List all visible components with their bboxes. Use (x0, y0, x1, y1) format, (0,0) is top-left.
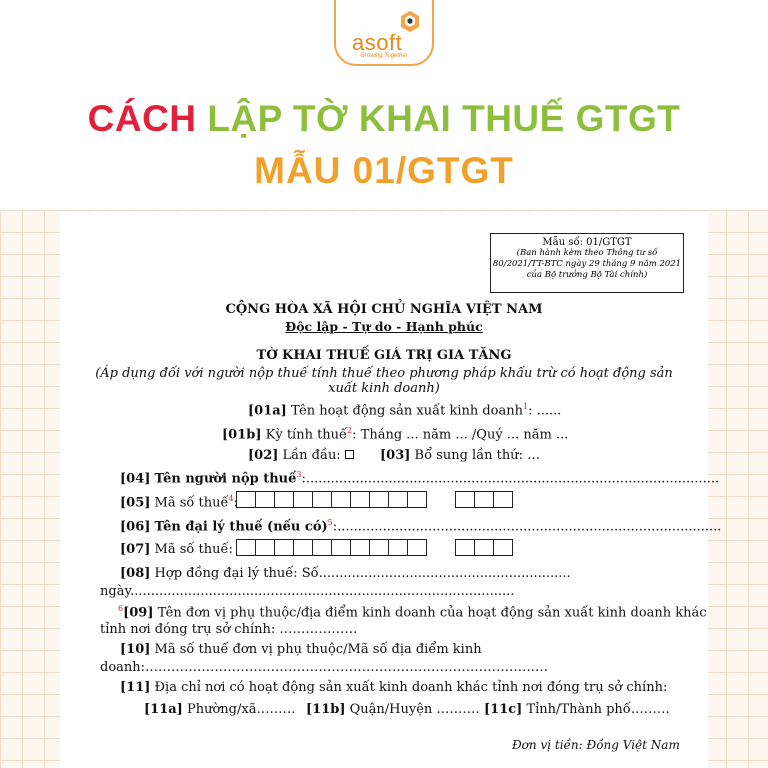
field-06 (120, 518, 721, 534)
field-05-colon: : (233, 495, 238, 511)
form-subtitle-2: xuất kinh doanh) (328, 381, 440, 396)
field-02 (248, 448, 354, 463)
agent-tax-code-boxes-branch[interactable] (456, 539, 513, 556)
field-10-line-2[interactable]: doanh:………………………………………………………………………………… (100, 660, 549, 675)
field-09-line-2[interactable]: tỉnh nơi đóng trụ sở chính: ……………… (100, 622, 358, 637)
field-09 (118, 604, 707, 620)
currency-unit: Đơn vị tiền: Đồng Việt Nam (512, 738, 680, 752)
field-11-label: Địa chỉ nơi có hoạt động sản xuất kinh doanh khác tỉnh nơi đóng trụ sở chính: (154, 680, 668, 695)
brand-logo[interactable] (334, 0, 434, 66)
field-11-code: [11] (120, 680, 151, 695)
field-01a-code: [01a] (248, 403, 287, 419)
form-note-3: của Bộ trưởng Bộ Tài chính) (526, 270, 648, 280)
field-08-code: [08] (120, 566, 151, 581)
field-03 (380, 448, 540, 463)
headline-red-word: CÁCH (87, 98, 197, 139)
field-09-footnote: 6 (118, 604, 124, 613)
field-08 (120, 566, 571, 581)
headline-green-text: LẬP TỜ KHAI THUẾ GTGT (207, 98, 681, 139)
form-code: Mẫu số: 01/GTGT (542, 237, 632, 248)
form-code-box (490, 233, 684, 293)
field-05-footnote: 4 (228, 494, 234, 503)
field-11b-code: [11b] (306, 702, 346, 717)
field-09-code: [09] (123, 605, 154, 621)
field-11a-label[interactable]: Phường/xã……… (186, 702, 296, 717)
field-11c-label[interactable]: Tỉnh/Thành phố……… (526, 702, 670, 717)
field-01b (222, 426, 568, 442)
field-01a-footnote: 1 (523, 402, 529, 411)
field-09-label: Tên đơn vị phụ thuộc/địa điểm kinh doanh của hoạt động sản xuất kinh doanh khác (157, 605, 707, 621)
field-01b-code: [01b] (222, 427, 262, 443)
field-11 (120, 680, 667, 695)
form-title: TỜ KHAI THUẾ GIÁ TRỊ GIA TĂNG (256, 348, 512, 363)
field-10-label: Mã số thuế đơn vị phụ thuộc/Mã số địa điểm kinh (154, 642, 482, 657)
field-01a-value[interactable]: : ...... (528, 403, 562, 419)
field-03-code: [03] (380, 448, 411, 463)
motto: Độc lập - Tự do - Hạnh phúc (285, 319, 483, 334)
field-04-value[interactable]: :.................................................................................................... (301, 471, 720, 487)
first-time-checkbox[interactable] (345, 450, 354, 459)
field-10 (120, 642, 482, 657)
field-11c (484, 702, 670, 717)
field-04 (120, 470, 719, 486)
field-07 (120, 542, 233, 557)
field-11a-code: [11a] (144, 702, 183, 717)
headline-line-2: MẪU 01/GTGT (254, 150, 514, 191)
field-06-code: [06] (120, 519, 151, 535)
logo-tagline: Growing Together (360, 53, 408, 59)
headline-line-1 (0, 98, 768, 140)
field-03-label[interactable]: Bổ sung lần thứ: … (414, 448, 541, 463)
field-10-code: [10] (120, 642, 151, 657)
form-note-2: 80/2021/TT-BTC ngày 29 tháng 9 năm 2021 (492, 259, 682, 269)
field-08-label[interactable]: Hợp đồng đại lý thuế: Số............................................................. (154, 566, 571, 581)
tax-code-boxes-main[interactable] (237, 491, 427, 508)
logo-wordmark: asoft (352, 30, 403, 55)
field-01b-footnote: 2 (347, 426, 353, 435)
field-05-label: Mã số thuế (154, 495, 229, 511)
field-04-label: Tên người nộp thuế (154, 471, 297, 487)
field-01b-label: Kỳ tính thuế (265, 427, 348, 443)
field-11c-code: [11c] (484, 702, 523, 717)
field-11b-label[interactable]: Quận/Huyện ………. (349, 702, 480, 717)
field-06-footnote: 5 (327, 518, 333, 527)
tax-form-document (60, 212, 722, 768)
field-02-label: Lần đầu: (282, 448, 341, 463)
nation-heading: CỘNG HÒA XÃ HỘI CHỦ NGHĨA VIỆT NAM (225, 302, 543, 317)
field-08-date[interactable]: ngày............................................................................................. (100, 584, 515, 599)
field-05 (120, 494, 238, 510)
field-07-code: [07] (120, 542, 151, 557)
field-11a (144, 702, 295, 717)
field-01a-label: Tên hoạt động sản xuất kinh doanh (290, 403, 524, 419)
form-note-1: (Ban hành kèm theo Thông tư số (516, 248, 658, 258)
field-04-code: [04] (120, 471, 151, 487)
field-11b (306, 702, 480, 717)
field-01a (248, 402, 561, 418)
field-02-code: [02] (248, 448, 279, 463)
field-05-code: [05] (120, 495, 151, 511)
field-07-label: Mã số thuế: (154, 542, 233, 557)
tax-code-boxes-branch[interactable] (456, 491, 513, 508)
form-subtitle-1: (Áp dụng đối với người nộp thuế tính thuế theo phương pháp khấu trừ có hoạt động sản (95, 366, 673, 381)
field-06-value[interactable]: :............................................................................................. (332, 519, 722, 535)
field-01b-value[interactable]: : Tháng ... năm ... /Quý ... năm ... (352, 427, 569, 443)
field-04-footnote: 3 (296, 470, 302, 479)
field-06-label: Tên đại lý thuế (nếu có) (154, 519, 328, 535)
agent-tax-code-boxes-main[interactable] (237, 539, 427, 556)
